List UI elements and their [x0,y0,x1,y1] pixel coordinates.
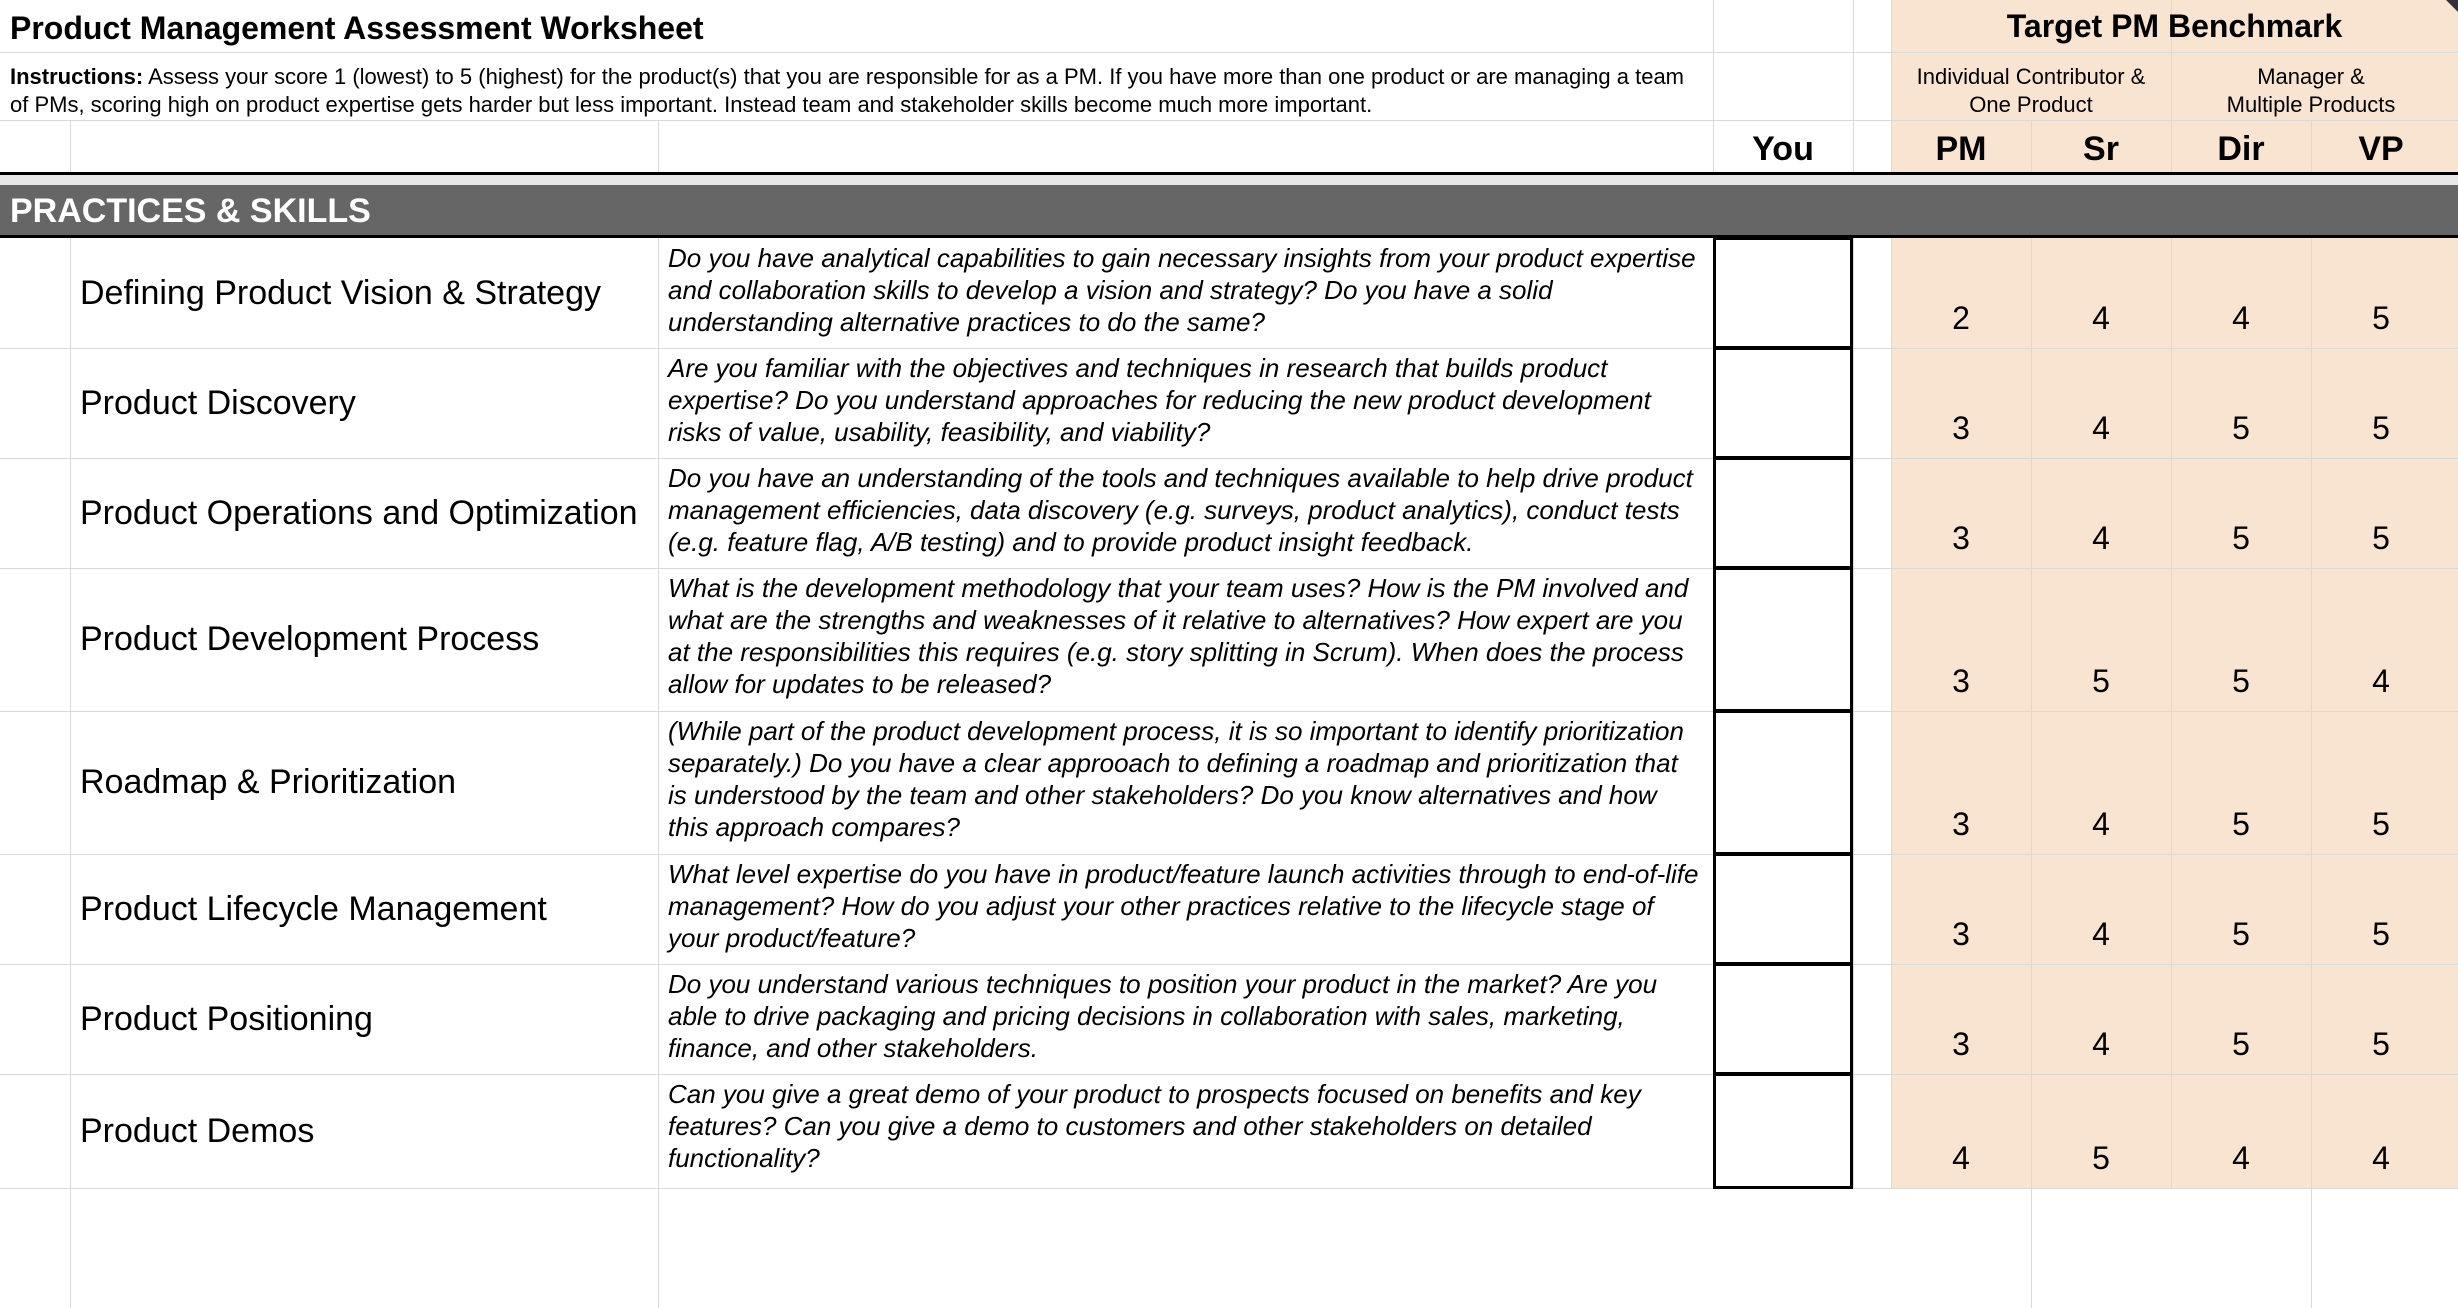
benchmark-score-dir: 5 [2232,663,2250,699]
benchmark-score-vp: 5 [2372,410,2390,446]
grid-col-line [70,120,71,1308]
skill-name: Product Development Process [80,620,540,658]
column-header-vp: VP [2358,130,2404,168]
benchmark-score-pm: 3 [1952,410,1970,446]
benchmark-group-manager [2171,63,2451,119]
you-score-input[interactable] [1713,567,1853,712]
skill-description: Do you have analytical capabilities to gain necessary insights from your product expertise and collaboration skills to develop a vision and strategy? Do you have a solid understanding alternative practices to do the same? [668,243,1696,337]
benchmark-score-dir: 5 [2232,520,2250,556]
header-gap [0,175,2458,185]
column-header-sr: Sr [2083,130,2119,168]
benchmark-score-vp: 4 [2372,663,2390,699]
grid-row-line [0,348,2458,349]
skill-description: Do you have an understanding of the tools and techniques available to help drive product management efficiencies, data discovery (e.g. surveys, product analytics), conduct tests (e.g. feature flag, A/B testing) and to provide product insight feedback. [668,463,1693,557]
column-header-pm: PM [1935,130,1987,168]
you-score-input[interactable] [1713,347,1853,459]
section-title: PRACTICES & SKILLS [10,192,371,230]
benchmark-score-pm: 4 [1952,1140,1970,1176]
benchmark-score-pm: 2 [1952,300,1970,336]
benchmark-score-pm: 3 [1952,1026,1970,1062]
skill-name: Product Lifecycle Management [80,889,547,928]
skill-description: Are you familiar with the objectives and techniques in research that builds product expertise? Do you understand approaches for reducing the new product development risks of value, usability, feasibility, and viability? [668,353,1651,447]
benchmark-score-sr: 4 [2092,520,2110,556]
benchmark-group-manager-line2: Multiple Products [2226,92,2396,117]
skill-name: Product Discovery [80,383,356,422]
benchmark-group-ic [1891,63,2171,119]
benchmark-score-dir: 5 [2232,806,2250,842]
benchmark-score-vp: 5 [2372,916,2390,952]
benchmark-score-sr: 4 [2092,410,2110,446]
benchmark-group-ic-line1: Individual Contributor & [1916,64,2146,89]
column-header-you: You [1752,130,1814,168]
benchmark-group-ic-line2: One Product [1969,92,2093,117]
you-score-input[interactable] [1713,853,1853,965]
grid-row-line [0,1074,2458,1075]
benchmark-score-dir: 5 [2232,410,2250,446]
benchmark-score-dir: 5 [2232,1026,2250,1062]
benchmark-score-vp: 5 [2372,300,2390,336]
skill-description: Can you give a great demo of your product to prospects focused on benefits and key features? Can you give a demo to customers and other stakeholders on detailed functionality? [668,1079,1641,1173]
benchmark-score-sr: 4 [2092,300,2110,336]
cell-comment-indicator [2446,0,2458,12]
grid-col-line [658,120,659,1308]
benchmark-score-sr: 4 [2092,916,2110,952]
skill-description: Do you understand various techniques to position your product in the market? Are you able to drive packaging and pricing decisions in collaboration with sales, marketing, finance, and other stakeholders. [668,969,1658,1063]
you-score-input[interactable] [1713,710,1853,855]
column-header-dir: Dir [2217,130,2265,168]
you-score-input[interactable] [1713,1073,1853,1189]
skill-description: What level expertise do you have in product/feature launch activities through to end-of-life management? How do you adjust your other practices relative to the lifecycle stage of your product/feature? [668,859,1699,953]
grid-row-line [0,1188,2458,1189]
skill-name: Product Demos [80,1111,315,1150]
instructions-label: Instructions: [10,64,144,89]
benchmark-score-pm: 3 [1952,916,1970,952]
benchmark-score-sr: 5 [2092,1140,2110,1176]
benchmark-group-manager-line1: Manager & [2257,64,2365,89]
instructions [10,63,1700,119]
benchmark-score-vp: 5 [2372,520,2390,556]
benchmark-title: Target PM Benchmark [2006,8,2343,44]
skill-name: Product Positioning [80,999,373,1038]
grid-col-line [2031,120,2032,1308]
skill-name: Defining Product Vision & Strategy [80,273,601,312]
grid-col-line [2311,120,2312,1308]
benchmark-score-dir: 4 [2232,1140,2250,1176]
benchmark-score-dir: 5 [2232,916,2250,952]
grid-row-line [0,52,2458,53]
benchmark-score-vp: 5 [2372,806,2390,842]
skill-description: (While part of the product development process, it is so important to identify prioritization separately.) Do you have a clear approoach to defining a roadmap and prioritization that is understood by the team and other stakeholders? Do you know alternatives and how this approach compares? [668,716,1684,842]
you-score-input[interactable] [1713,237,1853,349]
skill-description: What is the development methodology that your team uses? How is the PM involved and what are the strengths and weaknesses of it relative to alternatives? How expert are you at the responsibilities this requires (e.g. story splitting in Scrum). When does the process allow for updates to be released? [668,573,1689,699]
you-score-input[interactable] [1713,457,1853,569]
skill-name: Roadmap & Prioritization [80,763,457,801]
benchmark-score-pm: 3 [1952,520,1970,556]
benchmark-score-sr: 4 [2092,1026,2110,1062]
grid-row-line [0,120,2458,121]
sheet-title: Product Management Assessment Worksheet [10,10,704,46]
benchmark-score-sr: 4 [2092,806,2110,842]
you-score-input[interactable] [1713,963,1853,1075]
benchmark-score-dir: 4 [2232,300,2250,336]
benchmark-score-vp: 4 [2372,1140,2390,1176]
instructions-text: Assess your score 1 (lowest) to 5 (highest) for the product(s) that you are responsible for as a PM. If you have more than one product or are managing a team of PMs, scoring high on product expertise gets harder but less important. Instead team and stakeholder skills become much more important. [10,64,1685,117]
benchmark-score-sr: 5 [2092,663,2110,699]
benchmark-score-vp: 5 [2372,1026,2390,1062]
benchmark-score-pm: 3 [1952,806,1970,842]
benchmark-score-pm: 3 [1952,663,1970,699]
skill-name: Product Operations and Optimization [80,493,638,532]
